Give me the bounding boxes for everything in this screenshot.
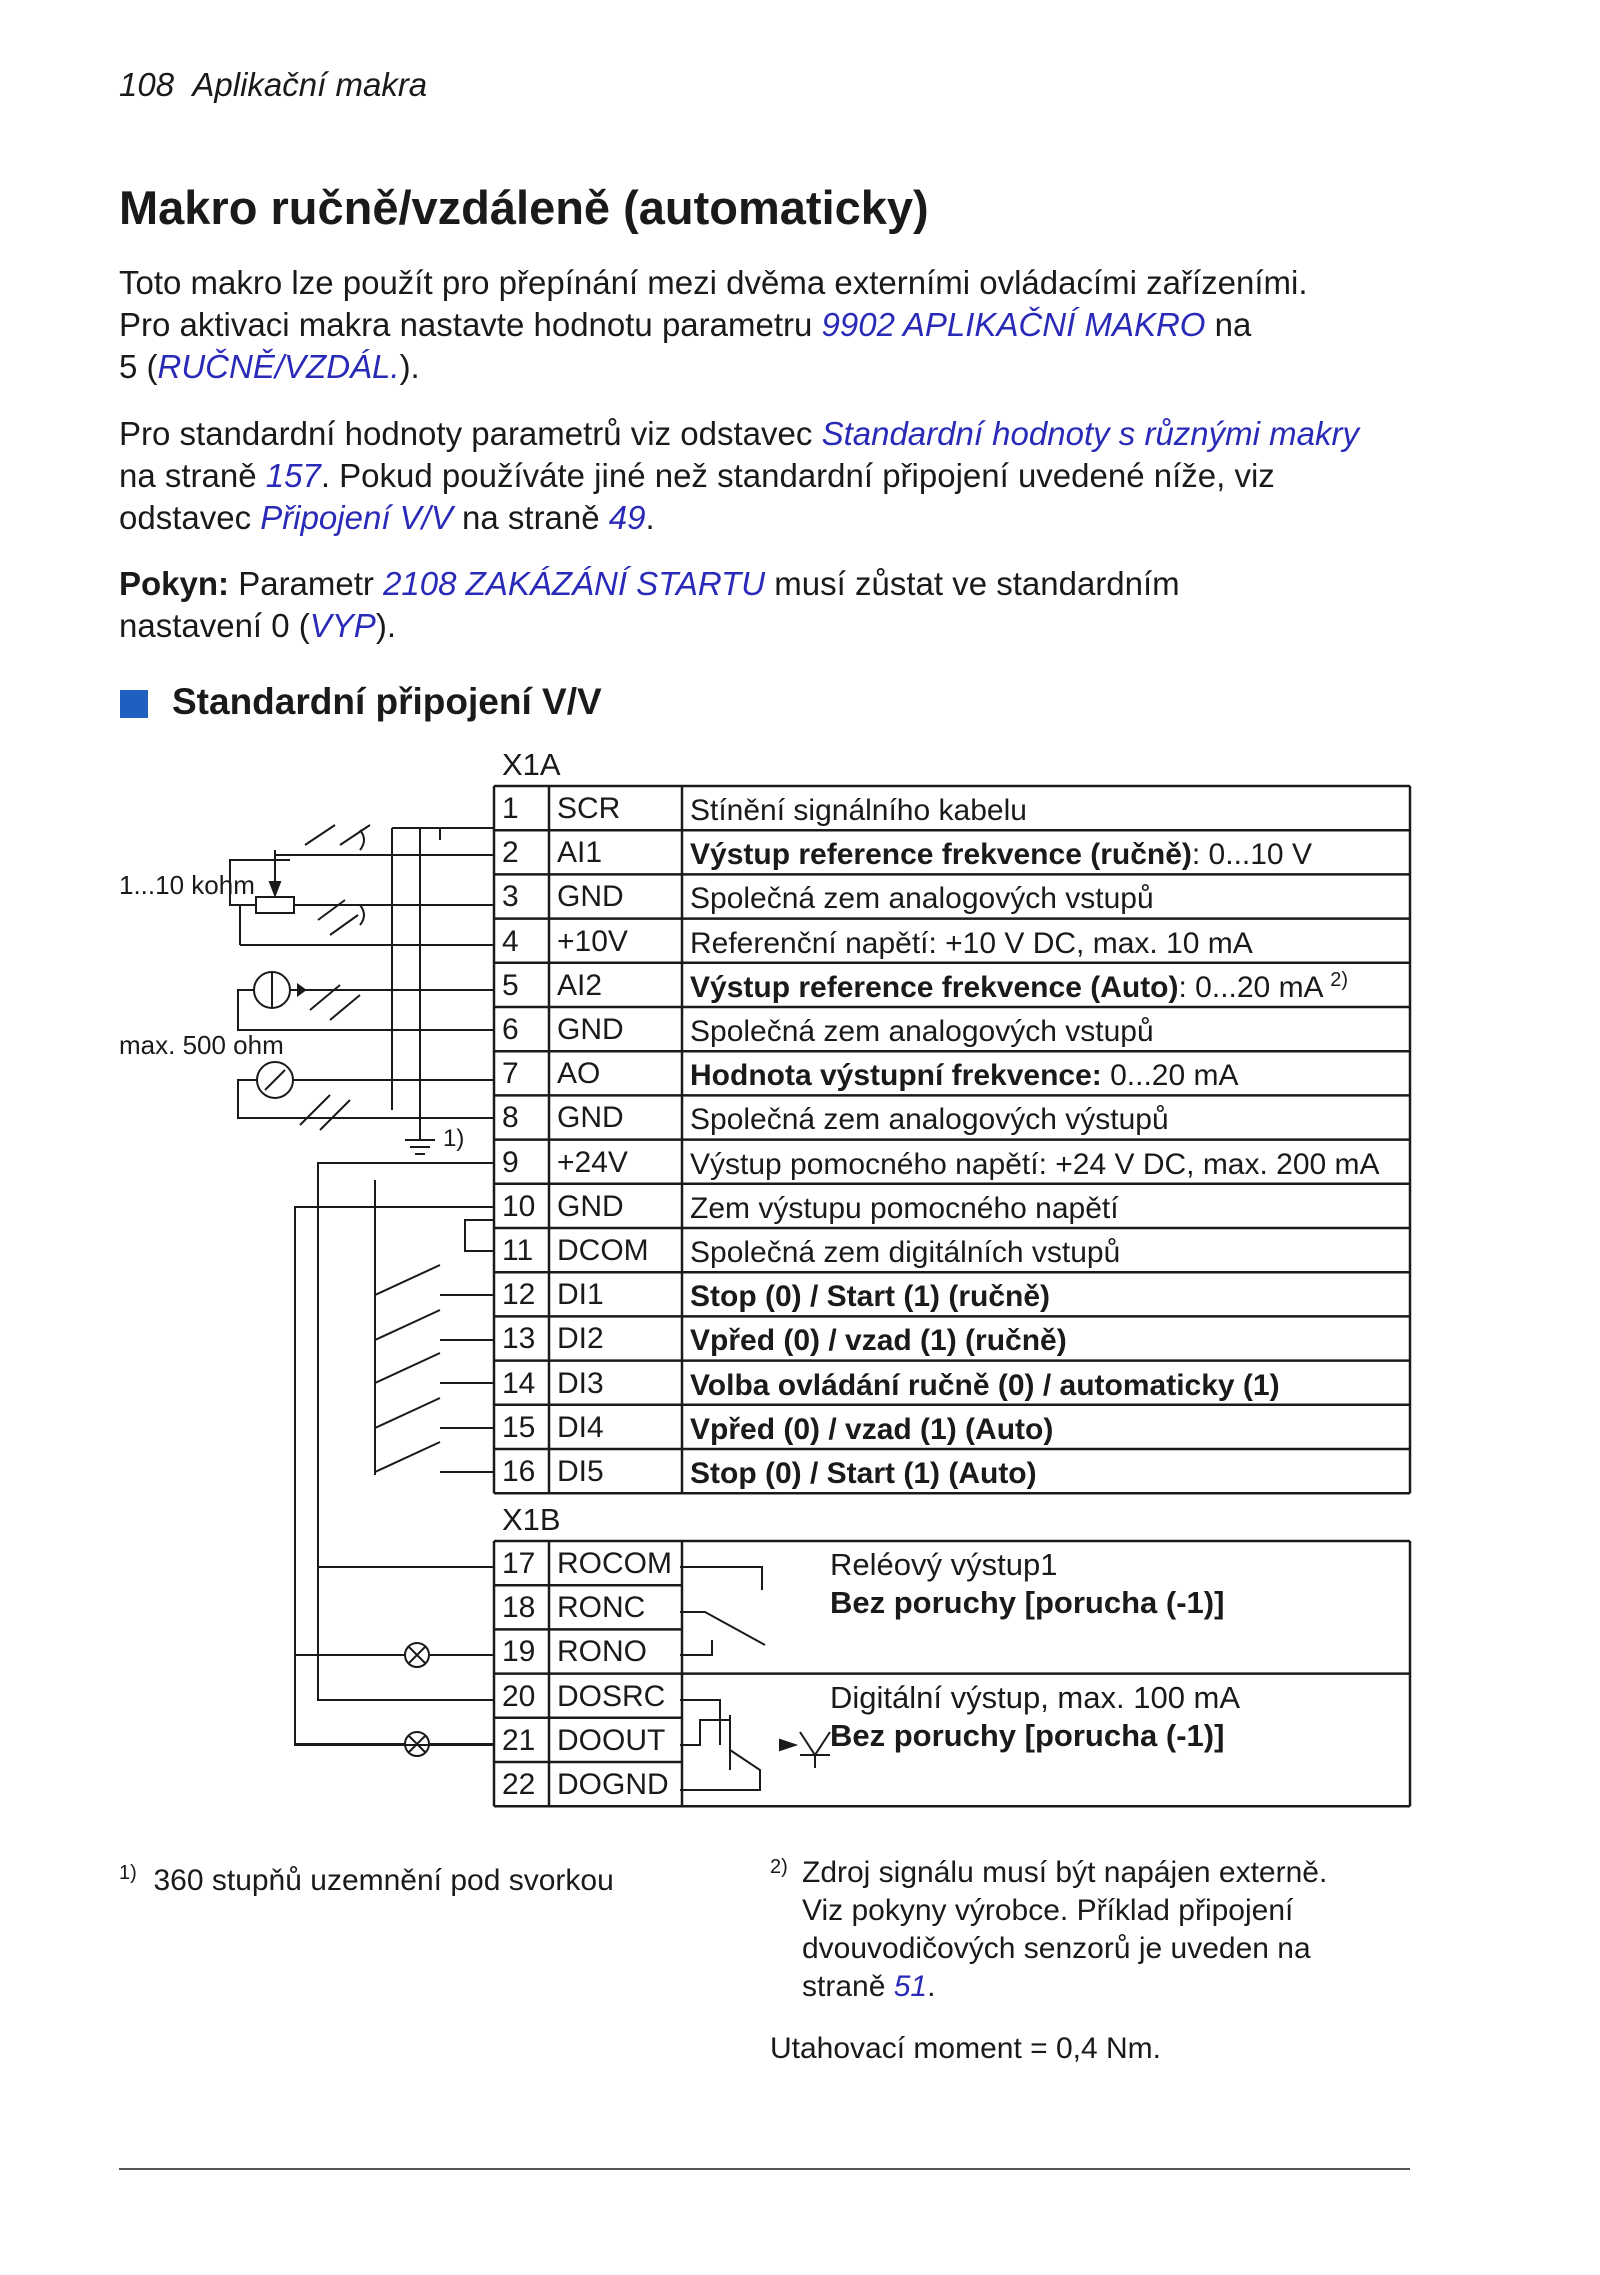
note-text: ). [375, 607, 396, 644]
footnote-2-line-3: dvouvodičových senzorů je uveden na [802, 1932, 1311, 1965]
terminal-name: GND [557, 880, 624, 914]
relay-common [680, 1567, 762, 1590]
terminal-description [690, 1234, 1120, 1270]
link-rucne-vzdal[interactable]: RUČNĚ/VZDÁL. [157, 348, 400, 385]
do-subtitle: Bez poruchy [porucha (-1)] [830, 1718, 1225, 1753]
footnote-2-line-1: Zdroj signálu musí být napájen externě. [802, 1856, 1328, 1889]
terminal-description-text: : 0...20 mA [1178, 970, 1331, 1004]
intro-text: Pro aktivaci makra nastavte hodnotu parametru [119, 306, 822, 343]
terminal-description [690, 1013, 1154, 1049]
terminal-description-bold: Vpřed (0) / vzad (1) (Auto) [690, 1412, 1054, 1446]
scr-wire [392, 828, 494, 1110]
terminal-name: DOGND [557, 1768, 669, 1801]
terminal-description-bold: Hodnota výstupní frekvence: [690, 1059, 1102, 1093]
link-standard-values[interactable]: Standardní hodnoty s různými makry [821, 415, 1359, 452]
wiper-arrow-icon [270, 882, 280, 895]
para2-text: Pro standardní hodnoty parametrů viz odstavec [119, 415, 822, 452]
terminal-number: 20 [502, 1679, 536, 1713]
meter-wire-gnd [238, 1080, 494, 1118]
terminal-description-text: Společná zem analogových vstupů [690, 1015, 1154, 1048]
terminal-name: AI2 [557, 968, 603, 1002]
terminal-number: 18 [502, 1591, 536, 1625]
terminal-number: 21 [502, 1723, 536, 1757]
terminal-description [690, 1146, 1380, 1182]
intro-line-1: Toto makro lze použít pro přepínání mezi dvěma externími ovládacími zařízeními. [119, 264, 1308, 301]
di3-switch-icon [375, 1353, 494, 1383]
section-heading: Standardní připojení V/V [172, 681, 602, 722]
link-io-connection[interactable]: Připojení V/V [260, 499, 453, 536]
footnote-2-text: . [927, 1970, 936, 2003]
terminal-number: 12 [502, 1278, 536, 1312]
terminal-description-bold: Vpřed (0) / vzad (1) (ručně) [690, 1324, 1067, 1358]
note-text: Parametr [229, 565, 384, 602]
terminal-description-text: Stínění signálního kabelu [690, 794, 1027, 827]
terminal-description-text: Výstup pomocného napětí: +24 V DC, max. 200 mA [690, 1147, 1380, 1181]
ai1-wire [275, 850, 494, 882]
footnote-2-text: straně [802, 1970, 894, 2003]
terminal-description [690, 1101, 1169, 1137]
terminal-name: ROCOM [557, 1547, 672, 1580]
terminal-name: DI5 [557, 1455, 604, 1488]
terminal-description-text: Společná zem analogových vstupů [690, 882, 1154, 916]
terminal-number: 17 [502, 1547, 536, 1580]
intro-text: 5 ( [119, 348, 158, 385]
x1b-label: X1B [502, 1502, 561, 1537]
do-transistor-icon [680, 1700, 760, 1790]
di2-switch-icon [375, 1310, 494, 1340]
terminal-name: AI1 [557, 836, 603, 870]
link-2108[interactable]: 2108 ZAKÁZÁNÍ STARTU [383, 565, 766, 602]
terminal-description [690, 1367, 1280, 1403]
terminal-description [690, 1322, 1067, 1358]
terminal-name: DI1 [557, 1278, 604, 1312]
photo-diode-icon [800, 1732, 830, 1768]
footnote-1 [119, 1854, 614, 1900]
terminal-description [690, 1455, 1037, 1491]
terminal-description-text: : 0...10 V [1191, 838, 1312, 872]
terminal-description-bold: Výstup reference frekvence (ručně) [690, 838, 1192, 872]
footnote-1-mark: 1) [119, 1862, 137, 1884]
terminal-description-text: Společná zem digitálních vstupů [690, 1236, 1121, 1269]
terminal-name: SCR [557, 792, 621, 825]
terminal-name: GND [557, 1013, 624, 1046]
terminal-name: GND [557, 1189, 624, 1223]
dcom-jumper [465, 1220, 494, 1251]
para2-text: . Pokud používáte jiné než standardní připojení uvedené níže, viz [320, 457, 1275, 494]
terminal-description-bold: Stop (0) / Start (1) (Auto) [690, 1457, 1037, 1490]
note-label: Pokyn: [119, 565, 230, 602]
intro-text: na [1205, 306, 1252, 343]
terminal-number: 11 [502, 1234, 534, 1267]
relay-no [680, 1640, 712, 1655]
terminal-name: +24V [557, 1145, 628, 1179]
terminal-description-bold: Stop (0) / Start (1) (ručně) [690, 1280, 1051, 1314]
terminal-number: 19 [502, 1635, 536, 1669]
para2-text: na straně [119, 457, 266, 494]
terminal-description-text: Referenční napětí: +10 V DC, max. 10 mA [690, 926, 1253, 960]
terminal-name: DOSRC [557, 1679, 666, 1713]
terminal-description-text: Zem výstupu pomocného napětí [690, 1191, 1119, 1225]
do-title: Digitální výstup, max. 100 mA [830, 1680, 1241, 1715]
terminal-description [690, 1057, 1239, 1093]
relay-subtitle: Bez poruchy [porucha (-1)] [830, 1585, 1225, 1620]
footnote-ref-1: 1) [443, 1125, 465, 1152]
terminal-name: DI4 [557, 1410, 604, 1444]
footnote-2-line-4 [802, 1968, 1390, 2006]
terminal-description-text: 0...20 mA [1101, 1059, 1239, 1093]
terminal-name: AO [557, 1057, 601, 1091]
terminal-number: 22 [502, 1768, 536, 1801]
terminal-name: GND [557, 1101, 624, 1135]
footnote-2-mark: 2) [770, 1856, 788, 1878]
twisted-pair-marks-3 [300, 1095, 350, 1130]
para2-text: na straně [452, 499, 609, 536]
pot-label: 1...10 kohm [119, 870, 255, 900]
terminal-number: 5 [502, 968, 519, 1002]
footnote-2-line-2: Viz pokyny výrobce. Příklad připojení [802, 1894, 1294, 1927]
terminal-description [690, 1190, 1119, 1226]
intro-text: ). [399, 348, 420, 385]
plus24v-wire [318, 1163, 494, 1700]
terminal-number: 13 [502, 1322, 536, 1356]
link-page-157[interactable]: 157 [265, 457, 321, 494]
terminal-number: 16 [502, 1455, 536, 1488]
gnd-aux-wire [295, 1207, 494, 1745]
twisted-pair-marks [305, 825, 370, 935]
terminal-description [690, 1411, 1053, 1447]
terminal-description-bold: Volba ovládání ručně (0) / automaticky (1) [690, 1368, 1280, 1402]
potentiometer-icon [256, 897, 294, 913]
di4-switch-icon [375, 1398, 494, 1428]
ohm-label: max. 500 ohm [119, 1030, 284, 1060]
footnote-2 [770, 1854, 1390, 2006]
terminal-number: 10 [502, 1189, 536, 1223]
footer-rule [119, 2168, 1410, 2170]
terminal-description [690, 792, 1027, 828]
footnote-ref-2: 2) [1330, 968, 1349, 991]
terminal-number: 1 [502, 792, 519, 825]
meter-needle [265, 1070, 285, 1090]
link-vyp[interactable]: VYP [309, 607, 376, 644]
terminal-number: 4 [502, 924, 519, 958]
terminal-number: 8 [502, 1101, 519, 1135]
terminal-name: +10V [557, 924, 628, 958]
terminal-description [690, 969, 1348, 1005]
terminal-number: 14 [502, 1366, 536, 1400]
terminal-name: DI3 [557, 1366, 604, 1400]
terminal-description [690, 925, 1253, 961]
terminal-number: 7 [502, 1057, 519, 1091]
shield-clip-marks [360, 830, 364, 925]
page-title: Makro ručně/vzdáleně (automaticky) [119, 181, 929, 234]
sensor-wire-gnd [238, 990, 494, 1030]
footnote-1-text: 360 stupňů uzemnění pod svorkou [153, 1864, 614, 1897]
terminal-number: 3 [502, 880, 519, 914]
optocoupler-arrow-icon [780, 1740, 795, 1750]
relay-title: Reléový výstup1 [830, 1547, 1058, 1582]
para2-text: . [645, 499, 655, 536]
terminal-number: 9 [502, 1145, 519, 1179]
link-page-51[interactable]: 51 [893, 1970, 928, 2003]
terminal-description [690, 880, 1154, 916]
terminal-name: DOOUT [557, 1723, 666, 1757]
terminal-number: 6 [502, 1013, 519, 1046]
terminal-name: RONC [557, 1591, 646, 1625]
section-name: Aplikační makra [192, 66, 428, 103]
terminal-name: DCOM [557, 1234, 649, 1267]
terminal-description-bold: Výstup reference frekvence (Auto) [690, 970, 1179, 1004]
terminal-description [690, 836, 1312, 872]
terminal-name: DI2 [557, 1322, 604, 1356]
terminal-name: RONO [557, 1635, 647, 1669]
link-9902[interactable]: 9902 APLIKAČNÍ MAKRO [821, 306, 1206, 343]
ground-symbol-icon [405, 1110, 435, 1154]
note-text: musí zůstat ve standardním [765, 565, 1180, 602]
torque-note: Utahovací moment = 0,4 Nm. [770, 2032, 1161, 2065]
para2-text: odstavec [119, 499, 261, 536]
note-text: nastavení 0 ( [119, 607, 310, 644]
di5-switch-icon [375, 1442, 494, 1472]
x1a-label: X1A [502, 747, 561, 782]
di1-switch-icon [375, 1265, 494, 1295]
terminal-description [690, 1278, 1050, 1314]
link-page-49[interactable]: 49 [608, 499, 646, 536]
terminal-description-text: Společná zem analogových výstupů [690, 1103, 1169, 1137]
page-number: 108 [119, 66, 175, 103]
shield-wire [420, 828, 440, 1110]
relay-contact-icon [680, 1612, 765, 1645]
terminal-number: 15 [502, 1410, 536, 1444]
source-arrow-icon [298, 985, 305, 995]
lamp-cross [409, 1647, 425, 1663]
terminal-number: 2 [502, 836, 519, 870]
